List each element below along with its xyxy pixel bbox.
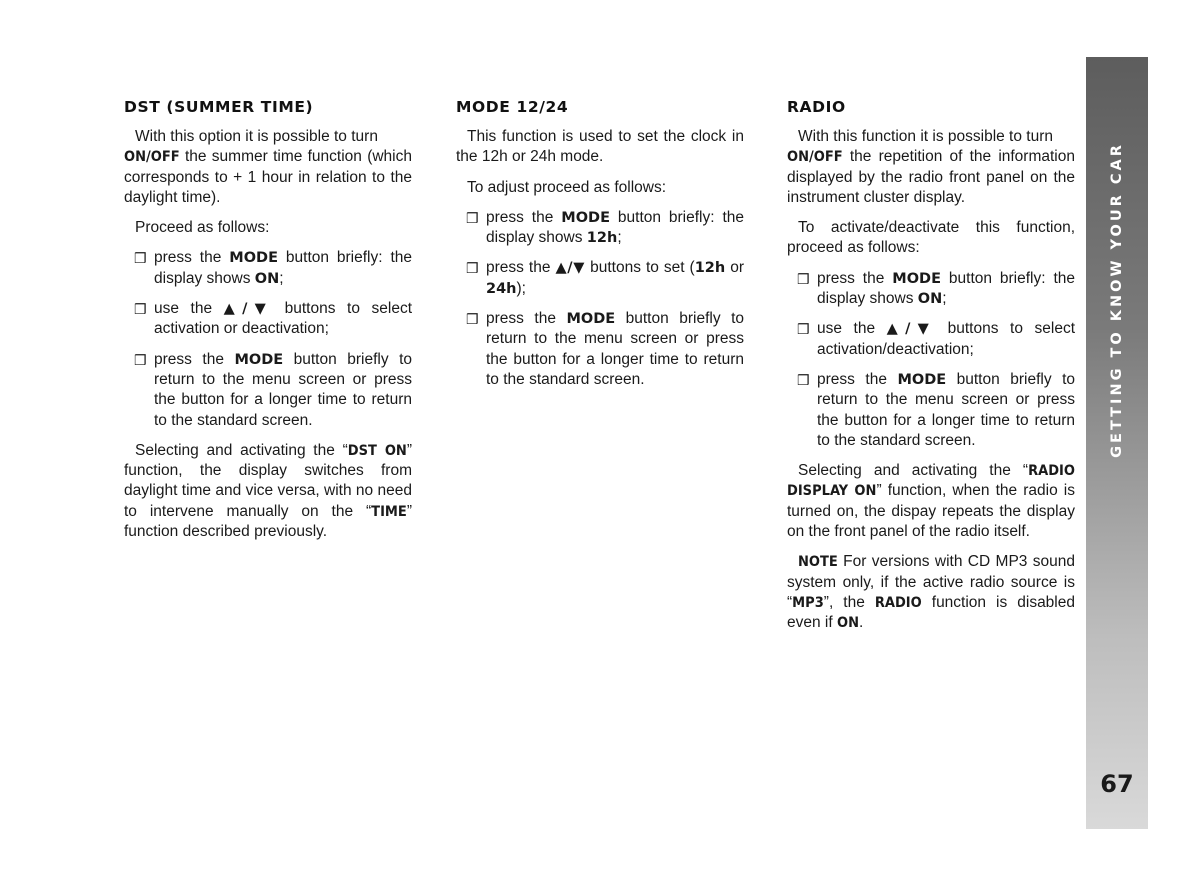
page-number: 67 <box>1100 770 1134 798</box>
list-item: ❒ press the MODE button briefly: the display shows ON; <box>797 269 1076 308</box>
up-down-arrows-icon: ▲/▼ <box>223 301 274 318</box>
radio-steps-list <box>787 269 1075 451</box>
list-item: ❒ use the ▲/▼ buttons to select activation/deactivation; <box>797 320 1075 358</box>
list-item: ❒ press the MODE button briefly to return to the menu screen or press the button for a longer time to return to the standard screen. <box>134 350 412 429</box>
mode-heading: MODE 12/24 <box>456 98 569 116</box>
radio-heading: RADIO <box>787 98 846 116</box>
radio-paragraph-2: To activate/deactivate this function, proceed as follows: <box>787 219 1075 257</box>
list-item: ❒ press the MODE button briefly to return to the menu screen or press the button for a longer time to return to the standard screen. <box>466 310 744 388</box>
up-down-arrows-icon: ▲/▼ <box>886 321 937 338</box>
list-item: ❒ use the ▲/▼ buttons to select activation or deactivation; <box>134 300 412 338</box>
checkbox-bullet-icon: ❒ <box>797 270 810 287</box>
radio-note: NOTE For versions with CD MP3 sound system only, if the active radio source is “MP3”, the RADIO function is disabled even if ON. <box>787 553 1075 632</box>
up-down-arrows-icon: ▲/▼ <box>555 260 586 277</box>
checkbox-bullet-icon: ❒ <box>466 209 479 226</box>
mode-steps-list <box>456 208 744 390</box>
note-label: NOTE <box>798 554 838 571</box>
checkbox-bullet-icon: ❒ <box>134 301 147 318</box>
list-item: ❒ press the MODE button briefly: the display shows 12h; <box>466 208 745 247</box>
list-item: ❒ press the MODE button briefly to return to the menu screen or press the button for a longer time to return to the standard screen. <box>797 370 1075 449</box>
checkbox-bullet-icon: ❒ <box>134 250 147 267</box>
dst-paragraph-3: Selecting and activating the “DST ON” function, the display switches from daylight time and vice versa, with no need to intervene manually on the “TIME” function described previously. <box>124 441 412 541</box>
dst-paragraph-1: With this option it is possible to turn ON/OFF the summer time function (which corresponds to + 1 hour in relation to the daylight time). <box>124 128 412 206</box>
checkbox-bullet-icon: ❒ <box>797 371 810 388</box>
dst-section <box>124 97 412 552</box>
checkbox-bullet-icon: ❒ <box>134 351 147 368</box>
dst-steps-list <box>124 248 412 430</box>
section-sidebar-tab <box>1086 57 1148 829</box>
radio-section <box>787 97 1075 644</box>
list-item: ❒ press the ▲/▼ buttons to set (12h or 24h); <box>466 259 744 297</box>
mode-section <box>456 97 744 400</box>
radio-paragraph-3: Selecting and activating the “RADIO DISPLAY ON” function, when the radio is turned on, the dispay repeats the display on the front panel of the radio itself. <box>787 462 1075 541</box>
radio-paragraph-1: With this function it is possible to turn ON/OFF the repetition of the information displayed by the radio front panel on the instrument cluster display. <box>787 128 1075 206</box>
dst-paragraph-2: Proceed as follows: <box>135 219 270 237</box>
mode-paragraph-1: This function is used to set the clock in the 12h or 24h mode. <box>456 128 744 166</box>
checkbox-bullet-icon: ❒ <box>466 311 479 328</box>
dst-heading: DST (SUMMER TIME) <box>124 98 314 116</box>
mode-paragraph-2: To adjust proceed as follows: <box>467 178 667 196</box>
checkbox-bullet-icon: ❒ <box>797 321 810 338</box>
checkbox-bullet-icon: ❒ <box>466 260 479 277</box>
section-title: GETTING TO KNOW YOUR CAR <box>1109 142 1125 458</box>
list-item: ❒ press the MODE button briefly: the display shows ON; <box>134 249 413 287</box>
